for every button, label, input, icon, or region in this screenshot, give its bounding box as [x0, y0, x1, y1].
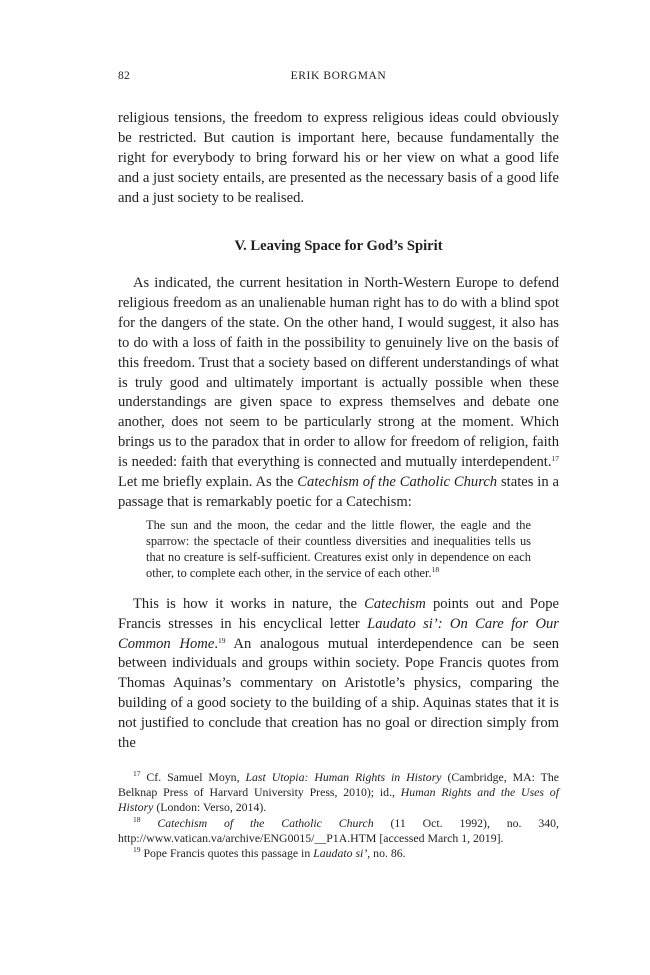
footnote-17-number: 17	[133, 769, 141, 778]
footnote-19-number: 19	[133, 845, 141, 855]
footnote-19-text-2: , no. 86.	[367, 846, 406, 861]
footnote-19-text-1: Pope Francis quotes this passage in	[143, 846, 314, 861]
section-heading-block	[118, 237, 559, 257]
paragraph-continued	[118, 109, 559, 209]
footnote-17	[118, 770, 559, 816]
running-title: ERIK BORGMAN	[290, 70, 387, 82]
footnote-18-text-1: (11 Oct. 1992), no. 340, http://www.vatican.va/archive/ENG0015/__P1A.HTM [accessed March 1, 2019].	[118, 815, 559, 845]
footnote-17-italic-2: Human Rights and the Uses of History	[118, 785, 559, 815]
footnote-ref-18: 18	[431, 565, 440, 575]
paragraph-3-italic-1: Catechism	[364, 595, 426, 612]
paragraph-2-italic: Catechism of the Catholic Church	[297, 474, 498, 491]
paragraph-3	[118, 595, 559, 754]
footnote-ref-17: 17	[551, 454, 559, 464]
page-number: 82	[118, 70, 131, 82]
paragraph-1: religious tensions, the freedom to express religious ideas could obviously be restricted. But caution is important here, because fundamentally the right for everybody to bring forward his or her view on what a good life and a just society entails, are presented as the necessary basis of a good life and a just society to be realised.	[118, 110, 559, 206]
block-quote-text: The sun and the moon, the cedar and the little flower, the eagle and the sparrow: the spectacle of their countless diversities and inequalities tells us that no creature is self-sufficient. Creatures exist only in dependence on each other, to complete each other, in the service of each other.	[146, 517, 531, 581]
paragraph-3-text-b: points out and Pope Francis stresses in his encyclical letter	[118, 595, 559, 632]
footnote-19-italic-1: Laudato si’	[313, 846, 368, 861]
footnote-17-text-3: (London: Verso, 2014).	[153, 800, 267, 815]
main-text-block	[118, 274, 559, 754]
paragraph-2-text-b: Let me briefly explain. As the	[118, 474, 298, 491]
footnote-18-number: 18	[133, 814, 141, 824]
paragraph-2-text-a: As indicated, the current hesitation in North-Western Europe to defend religious freedom as an unalienable human right has to do with a blind spot for the dangers of the state. On the other hand, I would suggest, it also has to do with a loss of faith in the possibility to genuinely live on the basis of this freedom. Trust that a society based on different understandings of what is truly good and ultimately important is actually possible when these understandings are given space to express themselves and debate one another, does not seem to be particularly strong at the moment. Which brings us to the paradox that in order to allow for freedom of religion, faith is needed: faith that everything is connected and mutually interdependent.	[118, 275, 559, 471]
footnote-17-text-2: (Cambridge, MA: The Belknap Press of Harvard University Press, 2010); id.,	[118, 770, 559, 800]
footnote-19	[118, 846, 559, 861]
block-quote	[146, 517, 531, 582]
footnote-17-text-1: Cf. Samuel Moyn,	[146, 770, 246, 784]
footnotes	[118, 770, 559, 861]
paragraph-3-text-a: This is how it works in nature, the	[133, 595, 365, 612]
running-head	[118, 70, 559, 86]
paragraph-3-text-d: An analogous mutual interdependence can be seen between individuals and groups within society. Pope Francis quotes from Thomas Aquinas’s commentary on Aristotle’s physics, comparing the building of a good society to the building of a ship. Aquinas states that it is not justified to conclude that creation has no goal or direction simply from the	[118, 635, 559, 752]
paragraph-2-text-c: states in a passage that is remarkably poetic for a Catechism:	[118, 474, 559, 510]
section-heading: V. Leaving Space for God’s Spirit	[234, 238, 443, 254]
paragraph-3-text-c: .	[214, 635, 218, 652]
footnote-17-italic-1: Last Utopia: Human Rights in History	[245, 770, 442, 784]
paragraph-2	[118, 274, 559, 513]
paragraph-3-italic-2: Laudato si’: On Care for Our Common Home	[118, 615, 559, 652]
footnote-18	[118, 816, 559, 846]
footnote-ref-19: 19	[217, 635, 226, 645]
footnote-18-italic-1: Catechism of the Catholic Church	[157, 815, 374, 830]
